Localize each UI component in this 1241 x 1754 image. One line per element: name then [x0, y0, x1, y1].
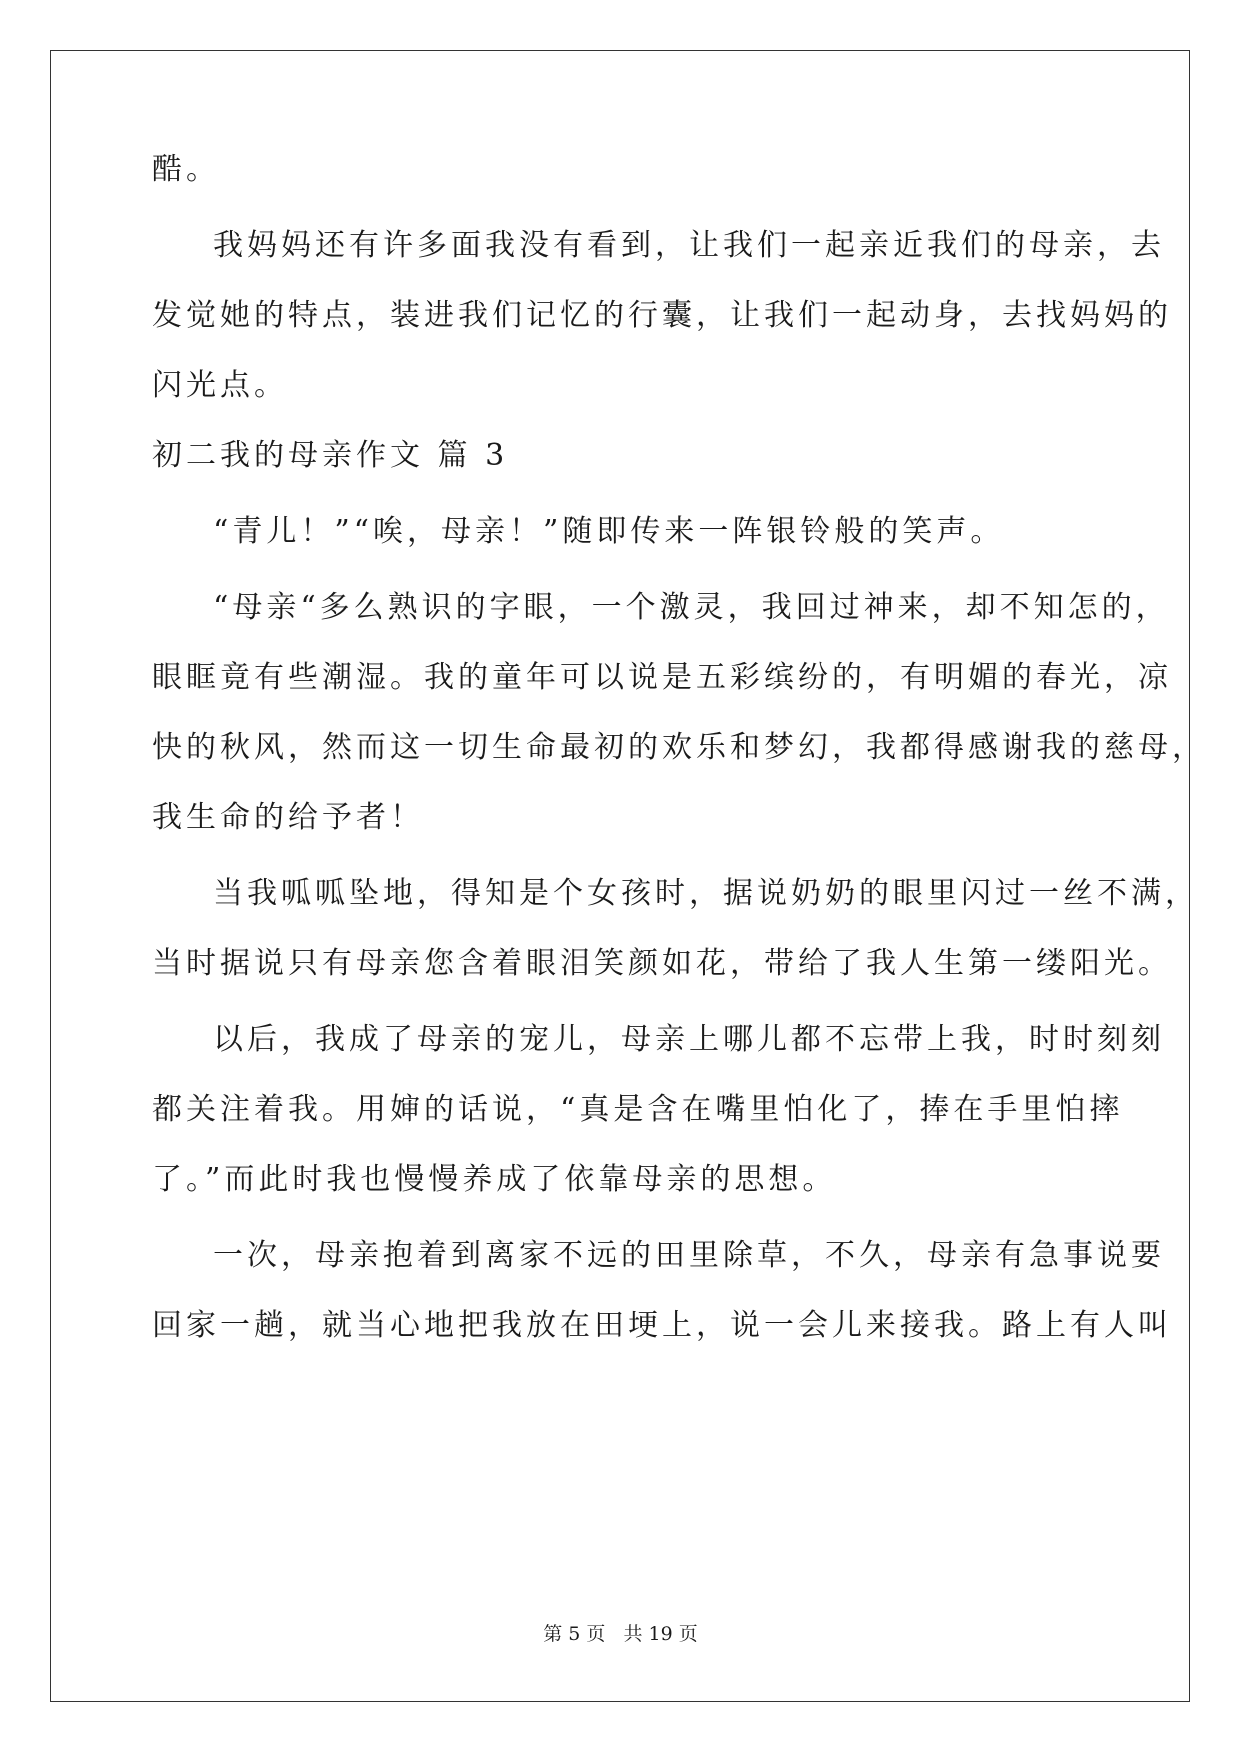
text-line: 了。”而此时我也慢慢养成了依靠母亲的思想。	[152, 1162, 837, 1197]
text-line: 眼眶竟有些潮湿。我的童年可以说是五彩缤纷的，有明媚的春光，凉	[152, 660, 1172, 695]
page-total: 共 19 页	[623, 1623, 698, 1645]
paragraph-first-line: 一次，母亲抱着到离家不远的田里除草，不久，母亲有急事说要	[213, 1238, 1165, 1273]
text-line: 酷。	[152, 152, 220, 187]
text-line: 当时据说只有母亲您含着眼泪笑颜如花，带给了我人生第一缕阳光。	[152, 946, 1172, 981]
paragraph-first-line: 当我呱呱坠地，得知是个女孩时，据说奶奶的眼里闪过一丝不满，	[213, 876, 1199, 911]
text-line: 闪光点。	[152, 368, 288, 403]
page-number: 第 5 页	[543, 1623, 606, 1645]
paragraph-first-line: “青儿！”“唉，母亲！”随即传来一阵银铃般的笑声。	[213, 514, 1005, 549]
paragraph-first-line: 我妈妈还有许多面我没有看到，让我们一起亲近我们的母亲，去	[213, 228, 1165, 263]
text-line: 快的秋风，然而这一切生命最初的欢乐和梦幻，我都得感谢我的慈母，	[152, 730, 1206, 765]
paragraph-first-line: “母亲“多么熟识的字眼，一个激灵，我回过神来，却不知怎的，	[213, 590, 1170, 625]
text-line: 发觉她的特点，装进我们记忆的行囊，让我们一起动身，去找妈妈的	[152, 298, 1172, 333]
text-line: 都关注着我。用婶的话说，“真是含在嘴里怕化了，捧在手里怕摔	[152, 1092, 1124, 1127]
page-footer	[0, 1622, 1241, 1646]
text-line: 我生命的给予者！	[152, 800, 424, 835]
section-heading: 初二我的母亲作文 篇 3	[152, 438, 509, 473]
text-line: 回家一趟，就当心地把我放在田埂上，说一会儿来接我。路上有人叫	[152, 1308, 1172, 1343]
paragraph-first-line: 以后，我成了母亲的宠儿，母亲上哪儿都不忘带上我，时时刻刻	[213, 1022, 1165, 1057]
